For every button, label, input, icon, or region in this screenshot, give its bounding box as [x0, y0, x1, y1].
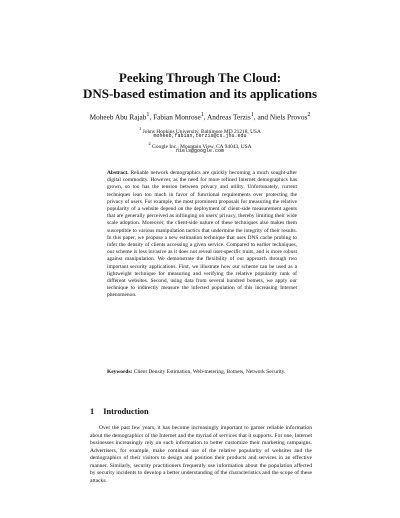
author-name: Fabian Monrose [153, 112, 201, 122]
author-list [30, 111, 370, 121]
abstract [107, 170, 297, 300]
author-name: Moheeb Abu Rajab [89, 112, 147, 122]
section-title: Introduction [103, 407, 149, 416]
author-affil-mark: 1 [200, 112, 204, 118]
section-heading [90, 407, 320, 417]
affil-mark: 2 [148, 141, 151, 146]
author-affil-mark: 1 [146, 112, 150, 118]
author-affil-mark: 2 [307, 112, 311, 118]
author-name: Niels Provos [269, 112, 308, 122]
affil-institution: Johns Hopkins University, Baltimore MD 21218, USA [142, 128, 261, 135]
author-separator: , and [253, 112, 270, 122]
author-separator: , [149, 112, 154, 122]
paper-title-line1: Peeking Through The Cloud: [118, 70, 282, 85]
abstract-text: Reliable network demographics are quickly becoming a much sought-after digital commodity. However, as the need for more refined Internet demographics has grown, so too has the tension between privacy and utility. Unfortunately, current techniques lean too much in favor of functional requirements over protecting the privacy of users. For example, the most prominent proposals for measuring the relative popularity of a website depend on the deployment of client-side measurement agents that are generally perceived as infringing on users' privacy, thereby limiting their wide scale adoption. Moreover, the client-side nature of these techniques also makes them susceptible to various manipulation tactics that undermine the integrity of their results. In this paper, we propose a new estimation technique that uses DNS cache probing to infer the density of clients accessing a given service. Compared to earlier techniques, our scheme is less invasive as it does not reveal user-specific traits, and is more robust against manipulation. We demonstrate the flexibility of our approach through two important security applications. First, we illustrate how our scheme can be used as a lightweight technique for measuring and verifying the relative popularity rank of different websites. Second, using data from several hundred botnets, we apply our technique to indirectly measure the infected population of this increasing Internet phenomenon. [107, 170, 298, 299]
keywords-text: Client Density Estimation, Web-metering, Botnets, Network Security. [133, 369, 286, 375]
paper-title-line2: DNS-based estimation and its applications [82, 86, 318, 101]
author-name: Andreas Terzis [207, 112, 251, 122]
section-number: 1 [90, 407, 95, 416]
keywords [107, 369, 297, 376]
affiliation-1-email: moheeb,fabian,terzis@cs.jhu.edu [153, 133, 247, 139]
author-separator: , [203, 112, 208, 122]
affil-institution: Google Inc., Mountain View, CA 94043, USA [152, 143, 252, 150]
author-affil-mark: 1 [250, 112, 254, 118]
affil-mark: 1 [139, 126, 142, 131]
keywords-label: Keywords: [107, 369, 133, 375]
intro-paragraph: Over the past few years, it has become increasingly important to garner reliable information about the demographics of the Internet and the myriad of services that it supports. For one, Internet businesses increasingly rely on such information to better customize their marketing campaigns. Advertisers, for example, make continual use of the relative popularity of websites and the demographics of their visitors to design and position their products and services in an effective manner. Similarly, security practitioners frequently use information about the population affected by security incidents to develop a better understanding of the characteristics and the scope of these attacks. [90, 425, 312, 484]
affiliation-2-email: niels@google.com [175, 148, 224, 154]
abstract-label: Abstract. [107, 170, 129, 176]
